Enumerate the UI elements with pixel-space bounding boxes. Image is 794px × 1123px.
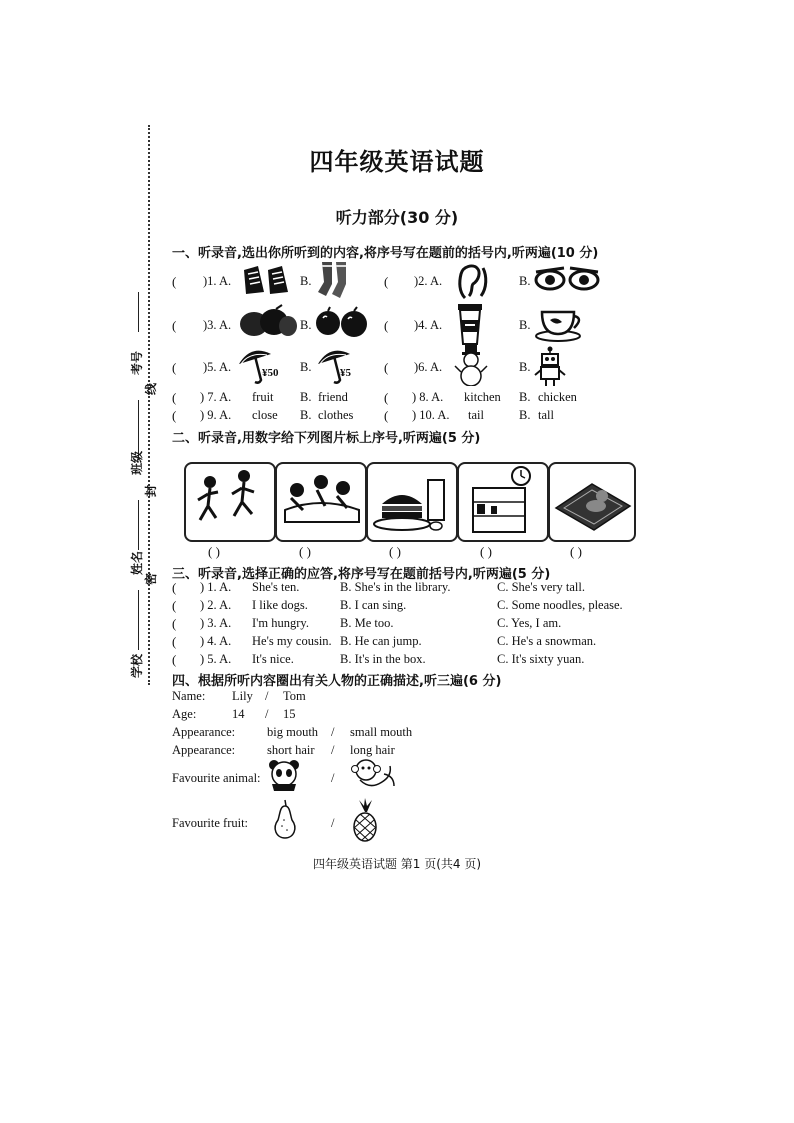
q5-b-label: B. xyxy=(300,360,312,374)
s3-q5-option-b[interactable]: B. It's in the box. xyxy=(340,652,426,666)
q6-label: )6. A. xyxy=(414,360,443,374)
page-title: 四年级英语试题 xyxy=(309,148,485,176)
panel-1-answer[interactable]: ( ) xyxy=(208,544,220,559)
school-line xyxy=(138,590,139,650)
price-5: ¥5 xyxy=(340,367,351,379)
q9-label: ) 9. A. xyxy=(200,408,232,422)
s3-q3-option-a[interactable]: I'm hungry. xyxy=(252,616,309,630)
pear-icon[interactable] xyxy=(270,798,300,840)
picture-panel-5 xyxy=(548,462,636,542)
picture-panel-4 xyxy=(457,462,549,542)
q10-option-a[interactable]: tail xyxy=(468,408,484,422)
panel-4-answer[interactable]: ( ) xyxy=(480,544,492,559)
q5-label: )5. A. xyxy=(203,360,232,374)
dog-on-rug-icon xyxy=(550,464,634,540)
q7-b-label: B. xyxy=(300,390,312,404)
q7-label: ) 7. A. xyxy=(200,390,232,404)
appearance-big-mouth[interactable]: big mouth xyxy=(267,725,319,739)
s3-q4-option-c[interactable]: C. He's a snowman. xyxy=(497,634,597,648)
s3-q1-option-a[interactable]: She's ten. xyxy=(252,580,300,594)
s3-q2-paren: ( xyxy=(172,598,177,613)
q3-b-label: B. xyxy=(300,318,312,332)
appearance-label-1: Appearance: xyxy=(172,725,236,739)
q1-b-label: B. xyxy=(300,274,312,288)
s3-q4-option-b[interactable]: B. He can jump. xyxy=(340,634,422,648)
side-label-exam-no: 考号 xyxy=(130,350,144,375)
picture-panel-3 xyxy=(366,462,458,542)
page-footer: 四年级英语试题 第1 页(共4 页) xyxy=(312,857,482,871)
name-lily[interactable]: Lily xyxy=(232,689,253,703)
snowman-icon xyxy=(453,344,489,386)
s3-q1-label: ) 1. A. xyxy=(200,580,232,594)
appearance-long-hair[interactable]: long hair xyxy=(350,743,395,757)
name-slash: / xyxy=(265,689,269,703)
q4-label: )4. A. xyxy=(414,318,443,332)
s3-q4-paren: ( xyxy=(172,634,177,649)
section4-heading: 四、根据所听内容圈出有关人物的正确描述,听三遍(6 分) xyxy=(172,674,502,689)
price-50: ¥50 xyxy=(262,367,279,379)
q9-b-label: B. xyxy=(300,408,312,422)
appearance-label-2: Appearance: xyxy=(172,743,236,757)
q7-option-b[interactable]: friend xyxy=(318,390,348,404)
section1-heading: 一、听录音,选出你所听到的内容,将序号写在题前的括号内,听两遍(10 分) xyxy=(172,246,599,261)
q1-label: )1. A. xyxy=(203,274,232,288)
age-15[interactable]: 15 xyxy=(283,707,296,721)
s3-q2-option-a[interactable]: I like dogs. xyxy=(252,598,308,612)
side-label-name: 姓名 xyxy=(130,550,144,575)
q9-option-b[interactable]: clothes xyxy=(318,408,354,422)
robot-icon xyxy=(534,346,566,388)
q10-option-b[interactable]: tall xyxy=(538,408,554,422)
fridge-clock-icon xyxy=(459,464,547,540)
q7-paren: ( xyxy=(172,390,177,405)
q8-option-b[interactable]: chicken xyxy=(538,390,577,404)
s3-q5-option-a[interactable]: It's nice. xyxy=(252,652,294,666)
ear-icon xyxy=(455,262,491,302)
s3-q1-option-c[interactable]: C. She's very tall. xyxy=(497,580,586,594)
eyes-icon xyxy=(534,264,602,294)
q8-label: ) 8. A. xyxy=(412,390,444,404)
side-label-school: 学校 xyxy=(130,653,144,678)
kids-at-table-icon xyxy=(277,464,365,540)
s3-q2-option-b[interactable]: B. I can sing. xyxy=(340,598,407,612)
q3-label: )3. A. xyxy=(203,318,232,332)
q10-b-label: B. xyxy=(519,408,531,422)
appearance-slash-2: / xyxy=(331,743,335,757)
q8-paren: ( xyxy=(384,390,389,405)
s3-q1-paren: ( xyxy=(172,580,177,595)
age-label: Age: xyxy=(172,707,197,721)
q8-option-a[interactable]: kitchen xyxy=(464,390,501,404)
q4-b-label: B. xyxy=(519,318,531,332)
q10-paren: ( xyxy=(384,408,389,423)
umbrella-5-icon xyxy=(316,346,356,386)
panel-2-answer[interactable]: ( ) xyxy=(299,544,311,559)
s3-q2-label: ) 2. A. xyxy=(200,598,232,612)
s3-q3-paren: ( xyxy=(172,616,177,631)
exam-no-line xyxy=(138,292,139,332)
q6-paren: ( xyxy=(384,360,389,375)
q2-label: )2. A. xyxy=(414,274,443,288)
hamburger-milk-icon xyxy=(368,464,456,540)
q4-paren: ( xyxy=(384,318,389,333)
socks-icon xyxy=(316,260,356,300)
q5-paren: ( xyxy=(172,360,177,375)
side-label-cut-seal: 封 xyxy=(144,484,158,497)
picture-panel-1 xyxy=(184,462,276,542)
q7-option-a[interactable]: fruit xyxy=(252,390,274,404)
s3-q3-option-c[interactable]: C. Yes, I am. xyxy=(497,616,562,630)
s3-q1-option-b[interactable]: B. She's in the library. xyxy=(340,580,451,594)
side-label-cut-close: 密 xyxy=(144,572,158,585)
s3-q5-paren: ( xyxy=(172,652,177,667)
favourite-animal-label: Favourite animal: xyxy=(172,771,261,785)
panel-3-answer[interactable]: ( ) xyxy=(389,544,401,559)
name-tom[interactable]: Tom xyxy=(283,689,306,703)
panel-5-answer[interactable]: ( ) xyxy=(570,544,582,559)
fruit-slash: / xyxy=(331,816,335,830)
age-14[interactable]: 14 xyxy=(232,707,245,721)
appearance-short-hair[interactable]: short hair xyxy=(267,743,315,757)
s3-q3-option-b[interactable]: B. Me too. xyxy=(340,616,394,630)
s3-q3-label: ) 3. A. xyxy=(200,616,232,630)
s3-q2-option-c[interactable]: C. Some noodles, please. xyxy=(497,598,623,612)
section2-heading: 二、听录音,用数字给下列图片标上序号,听两遍(5 分) xyxy=(172,431,481,446)
q2-paren: ( xyxy=(384,274,389,289)
mangoes-icon xyxy=(238,304,298,340)
s3-q5-label: ) 5. A. xyxy=(200,652,232,666)
s3-q4-option-a[interactable]: He's my cousin. xyxy=(252,634,332,648)
side-label-cut-line: 线 xyxy=(144,382,158,395)
q8-b-label: B. xyxy=(519,390,531,404)
pineapple-icon[interactable] xyxy=(350,798,380,842)
coffee-cup-icon xyxy=(455,302,485,346)
q1-paren: ( xyxy=(172,274,177,289)
q9-option-a[interactable]: close xyxy=(252,408,278,422)
s3-q5-option-c[interactable]: C. It's sixty yuan. xyxy=(497,652,585,666)
favourite-fruit-label: Favourite fruit: xyxy=(172,816,249,830)
umbrella-50-icon xyxy=(237,346,287,386)
s3-q4-label: ) 4. A. xyxy=(200,634,232,648)
section3-heading: 三、听录音,选择正确的应答,将序号写在题前括号内,听两遍(5 分) xyxy=(172,567,551,582)
sneakers-icon xyxy=(240,262,292,298)
picture-panel-2 xyxy=(275,462,367,542)
side-label-class: 班级 xyxy=(130,450,144,475)
apples-icon xyxy=(314,306,370,338)
name-label: Name: xyxy=(172,689,206,703)
children-running-icon xyxy=(186,464,274,540)
panda-icon[interactable] xyxy=(266,758,302,792)
q6-b-label: B. xyxy=(519,360,531,374)
teacup-icon xyxy=(534,304,586,342)
q3-paren: ( xyxy=(172,318,177,333)
appearance-slash-1: / xyxy=(331,725,335,739)
appearance-small-mouth[interactable]: small mouth xyxy=(350,725,413,739)
q2-b-label: B. xyxy=(519,274,531,288)
q9-paren: ( xyxy=(172,408,177,423)
age-slash: / xyxy=(265,707,269,721)
name-line xyxy=(138,500,139,550)
animal-slash: / xyxy=(331,771,335,785)
q10-label: ) 10. A. xyxy=(412,408,450,422)
section-subtitle: 听力部分(30 分) xyxy=(335,208,459,227)
monkey-icon[interactable] xyxy=(350,756,396,792)
